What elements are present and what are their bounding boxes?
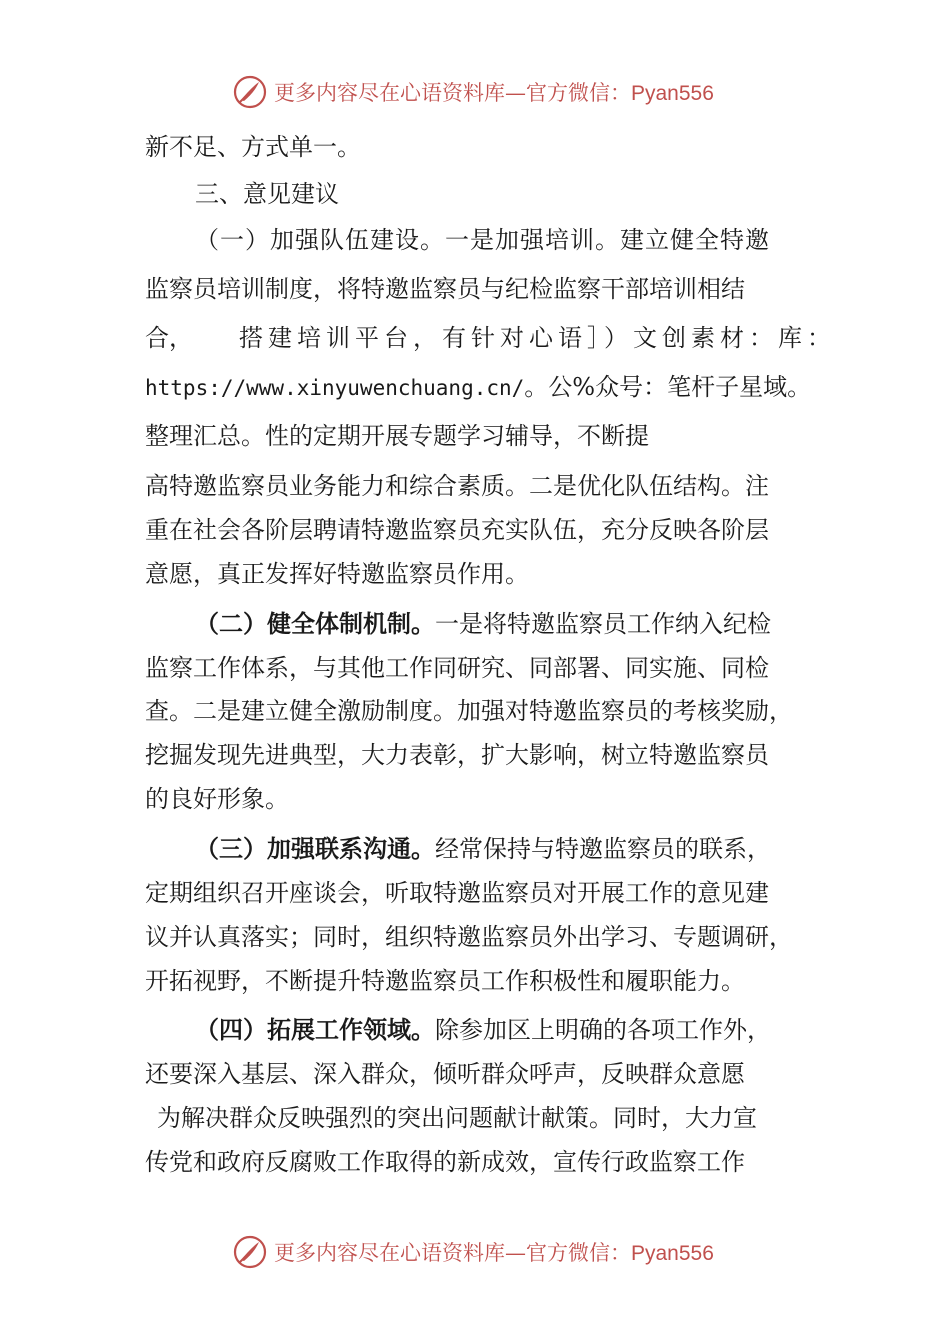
- text-line: 重在社会各阶层聘请特邀监察员充实队伍，充分反映各阶层: [145, 516, 769, 544]
- url-text: https://www.xinyuwenchuang.cn/: [145, 376, 525, 400]
- pen-logo-icon: [232, 74, 268, 110]
- text-line: 还要深入基层、深入群众，倾听群众呼声，反映群众意愿: [145, 1060, 745, 1088]
- text-line: （一）加强队伍建设。一是加强培训。建立健全特邀: [195, 226, 770, 254]
- footer-watermark: [232, 1232, 714, 1272]
- pen-logo-icon: [232, 1234, 268, 1270]
- text-line: （三）加强联系沟通。经常保持与特邀监察员的联系，: [195, 835, 771, 863]
- watermark-text: 更多内容尽在心语资料库—官方微信：Pyan556: [274, 1241, 714, 1265]
- text-line: 监察工作体系，与其他工作同研究、同部署、同实施、同检: [145, 654, 769, 682]
- section-heading: 三、意见建议: [195, 180, 339, 208]
- text-line: https://www.xinyuwenchuang.cn/。公%众号：笔杆子星域。: [145, 373, 812, 401]
- header-watermark: [232, 72, 714, 112]
- text-line: （四）拓展工作领域。除参加区上明确的各项工作外，: [195, 1016, 771, 1044]
- text-line: 议并认真落实；同时，组织特邀监察员外出学习、专题调研，: [145, 923, 793, 951]
- text-line: 查。二是建立健全激励制度。加强对特邀监察员的考核奖励，: [145, 697, 793, 725]
- text-line: 合， 搭建培训平台，有针对心语］）文创素材：库：: [145, 324, 836, 352]
- text-line: 意愿，真正发挥好特邀监察员作用。: [145, 560, 529, 588]
- text-line: 新不足、方式单一。: [145, 133, 361, 161]
- text-line: 监察员培训制度，将特邀监察员与纪检监察干部培训相结: [145, 275, 745, 303]
- text-line: 开拓视野，不断提升特邀监察员工作积极性和履职能力。: [145, 967, 745, 995]
- text-line: 传党和政府反腐败工作取得的新成效，宣传行政监察工作: [145, 1148, 745, 1176]
- text-line: 挖掘发现先进典型，大力表彰，扩大影响，树立特邀监察员: [145, 741, 769, 769]
- subheading: （二）健全体制机制。: [195, 610, 435, 638]
- subheading: （四）拓展工作领域。: [195, 1016, 435, 1044]
- watermark-text: 更多内容尽在心语资料库—官方微信：Pyan556: [274, 81, 714, 105]
- text-line: 高特邀监察员业务能力和综合素质。二是优化队伍结构。注: [145, 472, 769, 500]
- text-line: 为解决群众反映强烈的突出问题献计献策。同时，大力宣: [157, 1104, 757, 1132]
- text-line: 定期组织召开座谈会，听取特邀监察员对开展工作的意见建: [145, 879, 769, 907]
- subheading: （三）加强联系沟通。: [195, 835, 435, 863]
- text-line: 整理汇总。性的定期开展专题学习辅导，不断提: [145, 422, 649, 450]
- text-line: 的良好形象。: [145, 785, 289, 813]
- text-line: （二）健全体制机制。一是将特邀监察员工作纳入纪检: [195, 610, 771, 638]
